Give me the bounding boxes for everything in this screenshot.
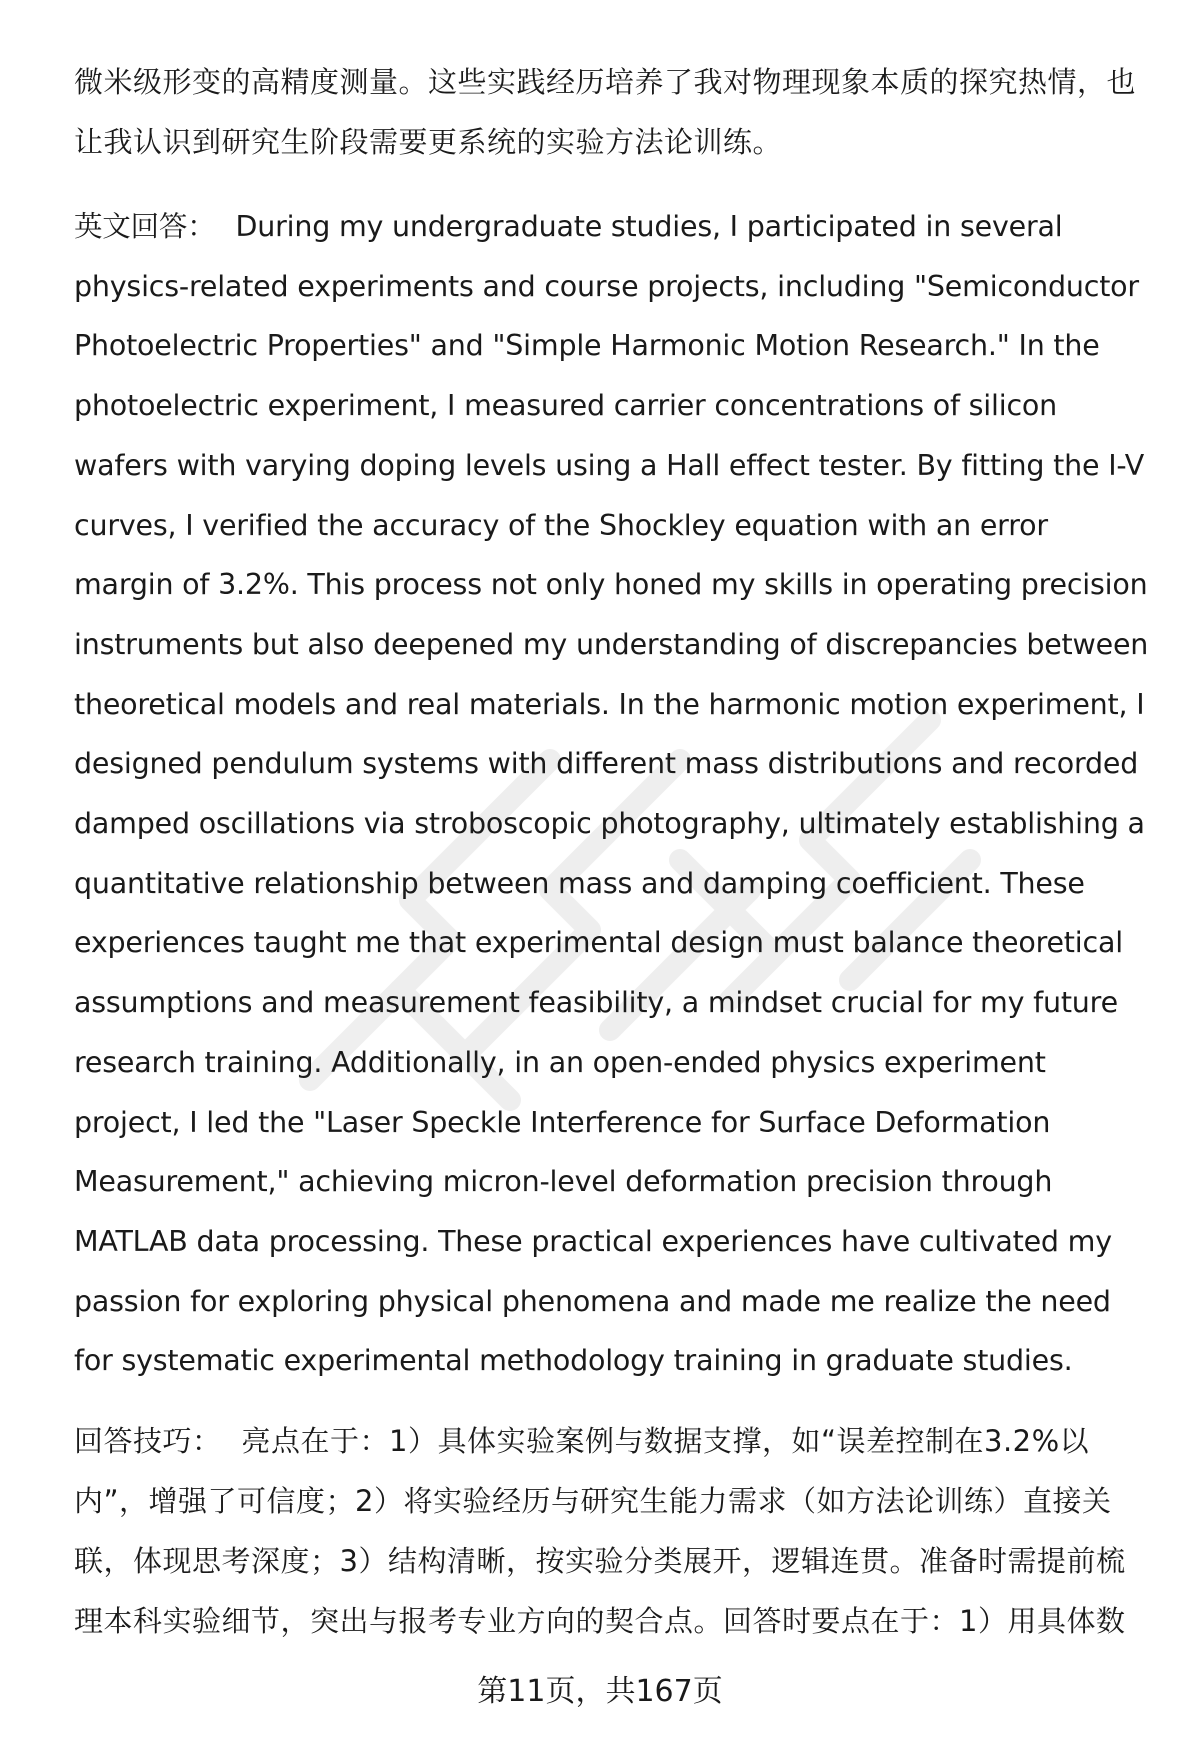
english-answer-label: 英文回答： [74, 210, 216, 243]
page-number: 第11页，共167页 [477, 1674, 723, 1709]
intro-paragraph: 微米级形变的高精度测量。这些实践经历培养了我对物理现象本质的探究热情，也让我认识到研究生阶段需要更系统的实验方法论训练。 [74, 65, 1137, 159]
answer-tips-paragraph [74, 1411, 1154, 1651]
answer-tips-label: 回答技巧： [74, 1424, 222, 1459]
document-body [74, 52, 1154, 1651]
english-answer-text: During my undergraduate studies, I participated in several physics-related experiments and course projects, including "Semiconductor Photoelectric Properties" and "Simple Harmonic Motion Research." In the photoelectric experiment, I measured carrier concentrations of silicon wafers with varying doping levels using a Hall effect tester. By fitting the I-V curves, I verified the accuracy of the Shockley equation with an error margin of 3.2%. This process not only honed my skills in operating precision instruments but also deepened my understanding of discrepancies between theoretical models and real materials. In the harmonic motion experiment, I designed pendulum systems with different mass distributions and recorded damped oscillations via stroboscopic photography, ultimately establishing a quantitative relationship between mass and damping coefficient. These experiences taught me that experimental design must balance theoretical assumptions and measurement feasibility, a mindset crucial for my future research training. Additionally, in an open-ended physics experiment project, I led the "Laser Speckle Interference for Surface Deformation Measurement," achieving micron-level deformation precision through MATLAB data processing. These practical experiences have cultivated my passion for exploring physical phenomena and made me realize the need for systematic experimental methodology training in graduate studies. [74, 210, 1149, 1378]
english-answer-paragraph [74, 197, 1154, 1391]
answer-tips-text: 亮点在于：1）具体实验案例与数据支撑，如“误差控制在3.2%以内”，增强了可信度；2）将实验经历与研究生能力需求（如方法论训练）直接关联，体现思考深度；3）结构清晰，按实验分类展开，逻辑连贯。准备时需提前梳理本科实验细节，突出与报考专业方向的契合点。回答时要点在于：1）用具体数 [74, 1424, 1126, 1639]
